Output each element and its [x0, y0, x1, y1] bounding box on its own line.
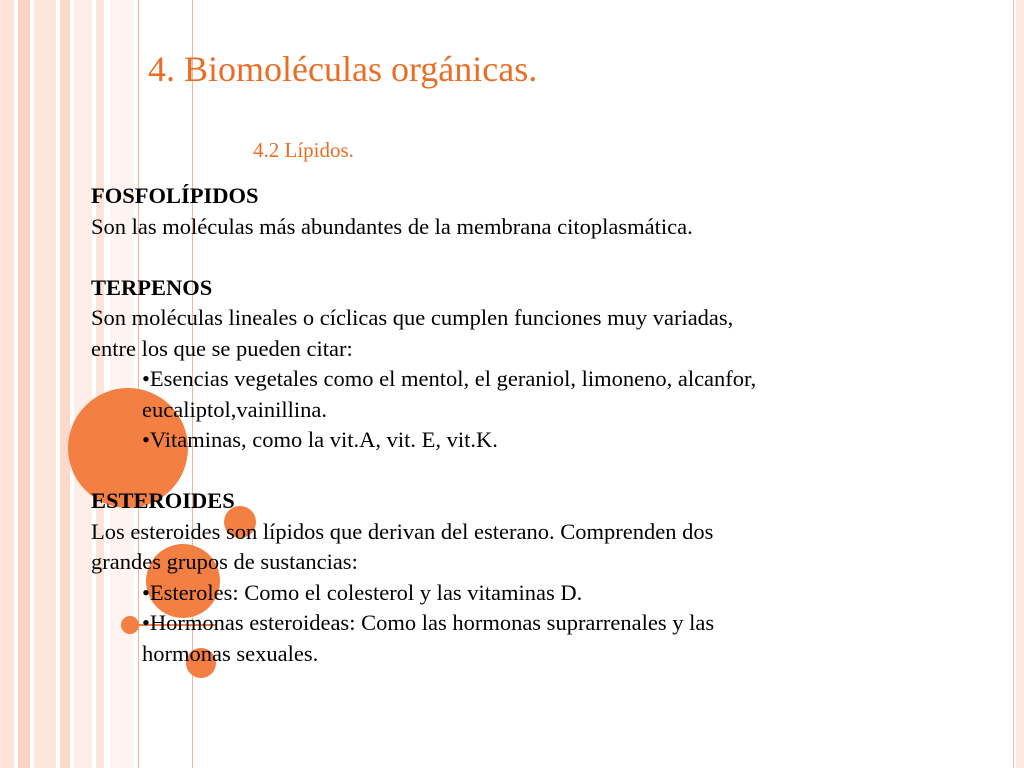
section-text-terpenos: entre los que se pueden citar: — [91, 335, 353, 361]
bullet-item: •Esteroles: Como el colesterol y las vitaminas D. — [142, 579, 583, 605]
bullet-item: hormonas sexuales. — [142, 640, 319, 666]
bullet-item: •Vitaminas, como la vit.A, vit. E, vit.K. — [142, 427, 498, 452]
slide-title: 4. Biomoléculas orgánicas. — [148, 49, 538, 89]
decor-stripe — [0, 0, 14, 768]
decor-stripe-right — [1016, 0, 1024, 768]
bullet-item: eucaliptol,vainillina. — [142, 396, 327, 422]
bullet-item: •Hormonas esteroideas: Como las hormonas suprarrenales y las — [142, 610, 715, 635]
section-text-fosfolipidos: Son las moléculas más abundantes de la membrana citoplasmática. — [91, 213, 693, 239]
section-heading-terpenos: TERPENOS — [91, 274, 213, 300]
bullet-item: •Esencias vegetales como el mentol, el geraniol, limoneno, alcanfor, — [142, 366, 757, 391]
section-heading-fosfolipidos: FOSFOLÍPIDOS — [91, 183, 259, 208]
spacer — [91, 242, 991, 273]
section-text-esteroides: grandes grupos de sustancias: — [91, 549, 358, 574]
section-text-esteroides: Los esteroides son lípidos que derivan del esterano. Comprenden dos — [91, 518, 714, 544]
decor-stripe — [60, 0, 70, 768]
section-heading-esteroides: ESTEROIDES — [91, 488, 235, 513]
slide-content — [91, 181, 991, 669]
spacer — [91, 456, 991, 487]
decor-stripe — [74, 0, 92, 768]
decor-vertical-line — [1013, 0, 1014, 768]
decor-stripe — [34, 0, 56, 768]
decor-stripe — [18, 0, 30, 768]
section-text-terpenos: Son moléculas lineales o cíclicas que cumplen funciones muy variadas, — [91, 305, 734, 330]
slide-subtitle: 4.2 Lípidos. — [253, 138, 354, 162]
